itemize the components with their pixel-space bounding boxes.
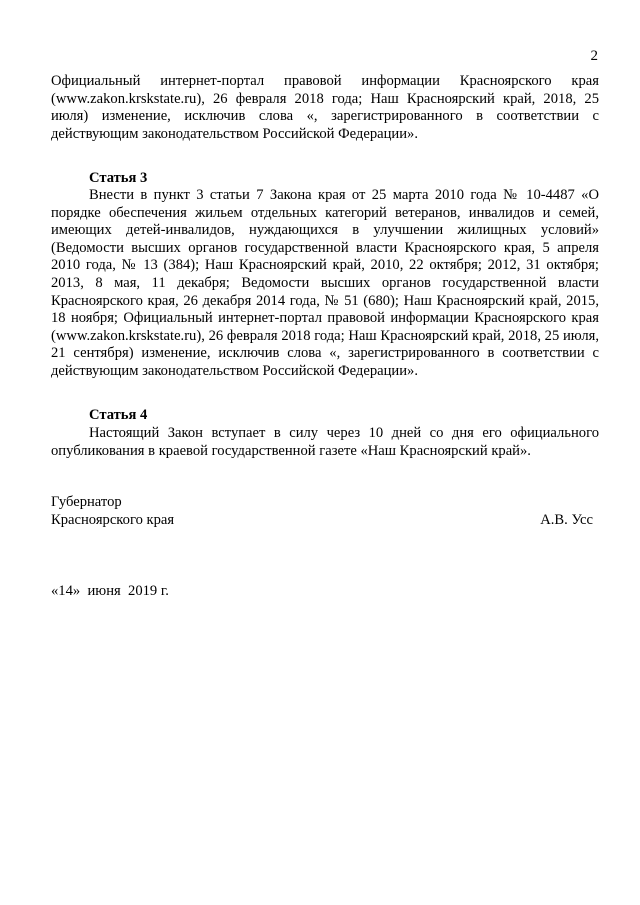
article-3-text: Внести в пункт 3 статьи 7 Закона края от 25 марта 2010 года № 10-4487 «О порядке обеспечения жильем отдельных категорий ветеранов, инвалидов и семей, имеющих детей-инвалидов, нуждающихся в улучшении жилищных условий» (Ведомости высших органов государственной власти Красноярского края, 5 апреля 2010 года, № 13 (384); Наш Красноярский край, 2010, 22 октября; 2012, 31 октября; 2013, 8 мая, 11 декабря; Ведомости высших органов государственной власти Красноярского края, 26 декабря 2014 года, № 51 (680); Наш Красноярский край, 2015, 18 ноября; Официальный интернет-портал правовой информации Красноярского края (www.zakon.krskstate.ru), 26 февраля 2018 года; Наш Красноярский край, 2018, 25 июля, 21 сентября) изменение, исключив слова «, зарегистрированного в соответствии с действующим законодательством Российской Федерации». <box>51 187 599 379</box>
signature-position-line2: Красноярского края <box>51 511 175 528</box>
signature-row <box>51 512 599 530</box>
signature-name: А.В. Усс <box>540 511 593 528</box>
article-4-title: Статья 4 <box>89 407 148 423</box>
signature-block <box>51 494 599 529</box>
intro-paragraph: Официальный интернет-портал правовой информации Красноярского края (www.zakon.krskstate.ru), 26 февраля 2018 года; Наш Красноярский край, 2018, 25 июля) изменение, исключив слова «, зарегистрированного в соответствии с действующим законодательством Российской Федерации». <box>51 73 599 142</box>
article-4-text: Настоящий Закон вступает в силу через 10 дней со дня его официального опубликования в краевой государственной газете «Наш Красноярский край». <box>51 425 599 459</box>
article-3-title: Статья 3 <box>89 170 148 186</box>
page-number: 2 <box>590 48 598 64</box>
signing-date: «14» июня 2019 г. <box>51 583 169 599</box>
signature-position-line1: Губернатор <box>51 494 122 510</box>
